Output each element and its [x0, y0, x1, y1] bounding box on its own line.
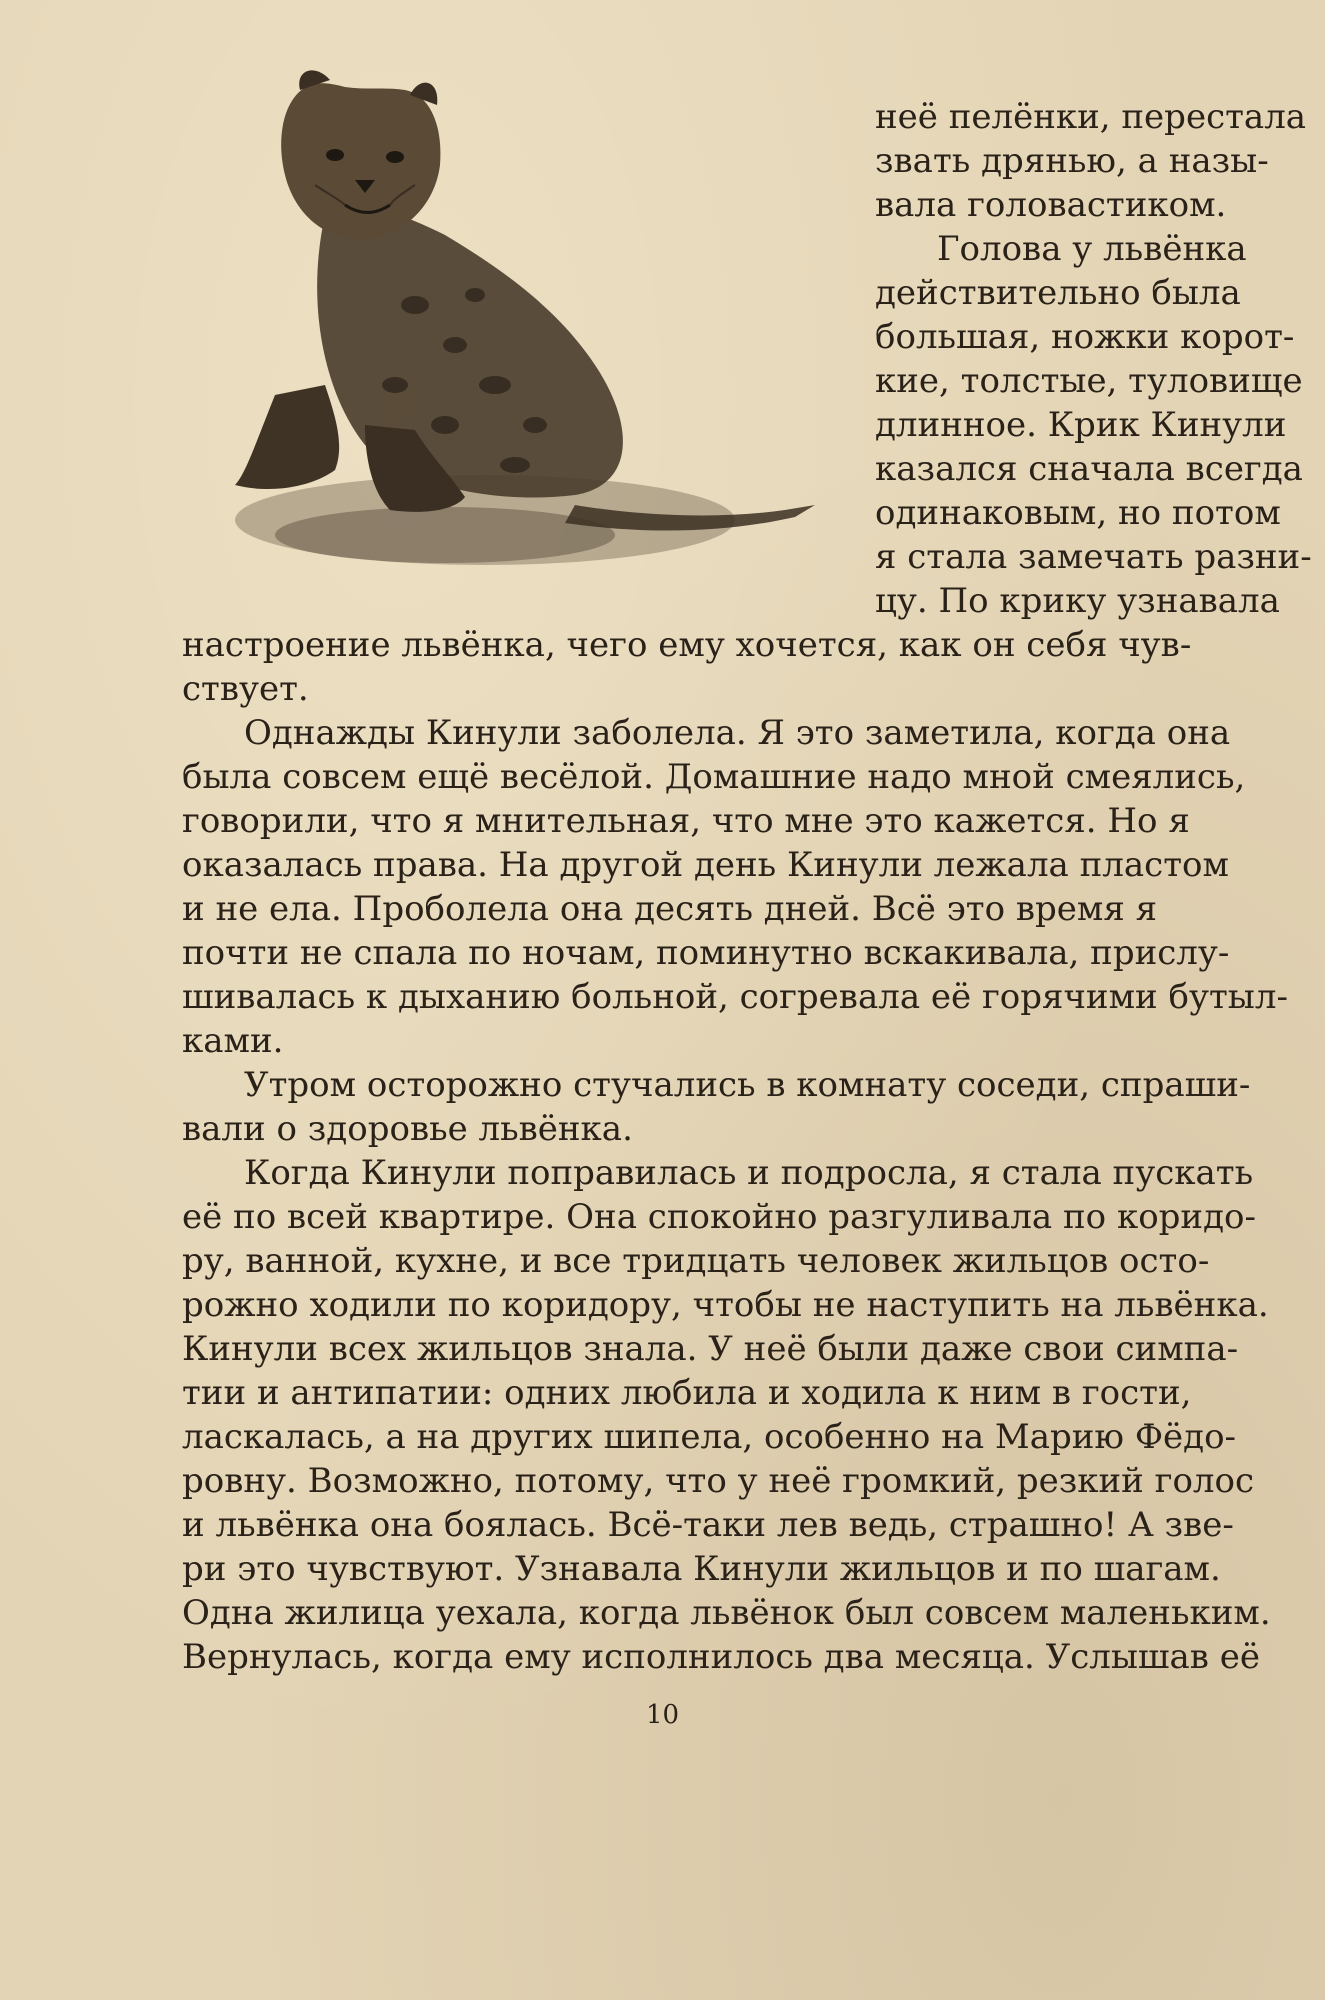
text-line: настроение львёнка, чего ему хочется, как он себя чув-	[182, 625, 1192, 665]
text-line: ствует.	[182, 669, 309, 709]
body-text	[182, 623, 1310, 1679]
text-line: ровну. Возможно, потому, что у неё громкий, резкий голос	[182, 1461, 1255, 1501]
text-line: оказалась права. На другой день Кинули лежала пластом	[182, 845, 1229, 885]
text-line: говорили, что я мнительная, что мне это кажется. Но я	[182, 801, 1190, 841]
text-line: вали о здоровье львёнка.	[182, 1109, 633, 1149]
text-line: Вернулась, когда ему исполнилось два месяца. Услышав её	[182, 1637, 1260, 1677]
text-line: Одна жилица уехала, когда львёнок был совсем маленьким.	[182, 1593, 1271, 1633]
page-number: 10	[645, 1700, 680, 1730]
text-line: большая, ножки корот-	[875, 317, 1295, 357]
text-line: её по всей квартире. Она спокойно разгуливала по коридо-	[182, 1197, 1256, 1237]
text-line: Однажды Кинули заболела. Я это заметила, когда она	[244, 713, 1231, 753]
text-line: Кинули всех жильцов знала. У неё были даже свои симпа-	[182, 1329, 1239, 1369]
text-line: ласкалась, а на других шипела, особенно на Марию Фёдо-	[182, 1417, 1237, 1457]
text-line: и не ела. Проболела она десять дней. Всё это время я	[182, 889, 1158, 929]
text-line: Утром осторожно стучались в комнату соседи, спраши-	[244, 1065, 1251, 1105]
text-line: шивалась к дыханию больной, согревала её горячими бутыл-	[182, 977, 1288, 1017]
text-line: звать дрянью, а назы-	[875, 141, 1269, 181]
text-line: неё пелёнки, перестала	[875, 97, 1307, 137]
text-line: ри это чувствуют. Узнавала Кинули жильцов и по шагам.	[182, 1549, 1221, 1589]
text-line: и львёнка она боялась. Всё-таки лев ведь, страшно! А зве-	[182, 1505, 1234, 1545]
text-line: кие, толстые, туловище	[875, 361, 1303, 401]
text-line: почти не спала по ночам, поминутно вскакивала, прислу-	[182, 933, 1230, 973]
text-line: вала головастиком.	[875, 185, 1227, 225]
text-line: цу. По крику узнавала	[875, 581, 1280, 621]
text-line: Голова у львёнка	[937, 229, 1247, 269]
text-line: одинаковым, но потом	[875, 493, 1281, 533]
text-line: рожно ходили по коридору, чтобы не наступить на львёнка.	[182, 1285, 1269, 1325]
text-line: тии и антипатии: одних любила и ходила к ним в гости,	[182, 1373, 1192, 1413]
text-line: ру, ванной, кухне, и все тридцать человек жильцов осто-	[182, 1241, 1210, 1281]
right-column-text	[875, 95, 1310, 623]
lion-cub-illustration	[215, 65, 840, 585]
text-line: Когда Кинули поправилась и подросла, я стала пускать	[244, 1153, 1254, 1193]
text-line: была совсем ещё весёлой. Домашние надо мной смеялись,	[182, 757, 1246, 797]
text-line: длинное. Крик Кинули	[875, 405, 1287, 445]
text-line: действительно была	[875, 273, 1241, 313]
text-line: я стала замечать разни-	[875, 537, 1312, 577]
text-line: ками.	[182, 1021, 284, 1061]
text-line: казался сначала всегда	[875, 449, 1303, 489]
